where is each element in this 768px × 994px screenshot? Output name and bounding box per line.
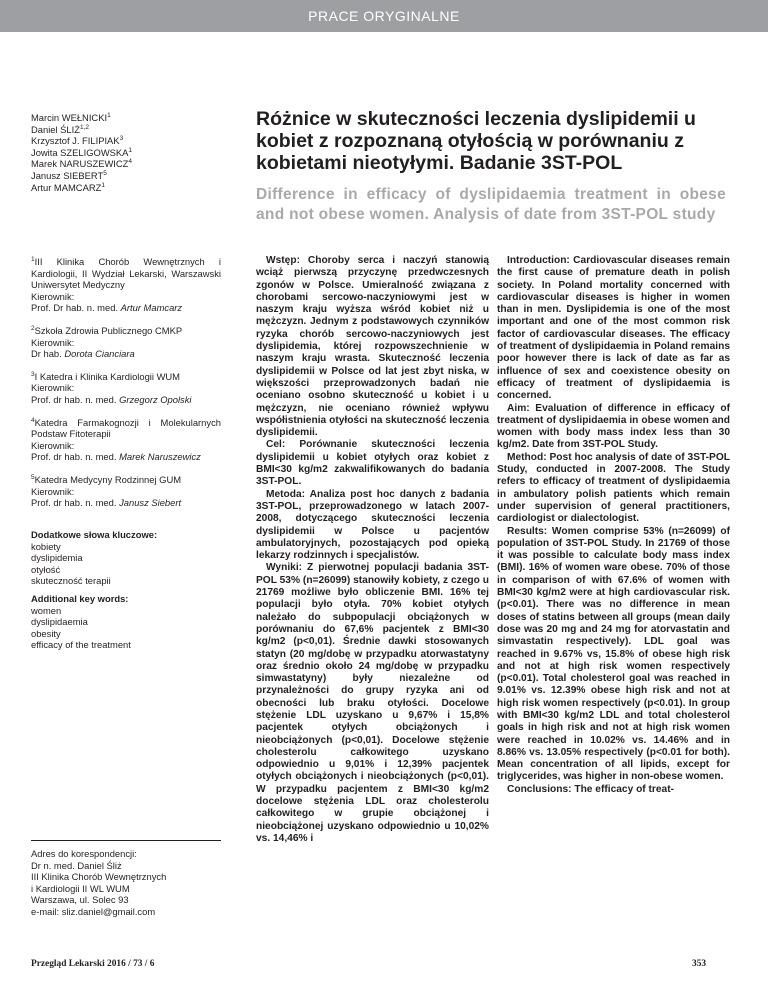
author-name: Janusz SIEBERT [31, 169, 104, 181]
author-name: Daniel ŚLIŻ [31, 123, 80, 135]
keyword: women [31, 604, 62, 616]
correspondence-address [31, 840, 221, 918]
affiliation-head-label: Kierownik: [31, 485, 75, 497]
correspondence-title: Adres do korespondencji: [31, 848, 137, 859]
author-name: Marcin WEŁNICKI [31, 112, 108, 123]
affiliation [31, 474, 221, 509]
head-name: Dorota Cianciara [64, 348, 135, 360]
author-name: Marek NARUSZEWICZ [31, 158, 129, 170]
author [31, 182, 221, 194]
author [31, 112, 221, 124]
author-name: Artur MAMCARZ [31, 181, 102, 193]
section-label: PRACE ORYGINALNE [308, 8, 460, 24]
abstract-paragraph: Conclusions: The efficacy of treat- [507, 783, 674, 795]
affiliation-number: 2 [31, 324, 35, 332]
affiliation-institution: $^3$I Katedra i Klinika Kardiologii WUM [31, 370, 180, 382]
author [31, 158, 221, 170]
correspondence-line: Dr n. med. Daniel Śliż [31, 859, 122, 871]
head-name: Grzegorz Opolski [119, 393, 192, 405]
author [31, 124, 221, 136]
affiliation-institution: $^4$Katedra Farmakognozji i Molekularnych Podstaw Fitoterapii [31, 416, 221, 440]
affiliation-head-label: Kierownik: [31, 382, 75, 394]
keywords-polish [31, 529, 221, 587]
affiliation-number: 1 [31, 255, 35, 263]
head-name: Marek Naruszewicz [119, 451, 201, 463]
affiliation-institution: $^1$III Klinika Chorób Wewnętrznych i Kardiologii, II Wydział Lekarski, Warszawski Uniwersytet Medyczny [31, 255, 221, 291]
author-sup: 1 [107, 111, 111, 119]
affiliation-head-label: Kierownik: [31, 336, 75, 348]
correspondence-email[interactable]: e-mail: sliz.daniel@gmail.com [31, 905, 156, 917]
affiliation [31, 256, 221, 314]
affiliation-institution: $^5$Katedra Medycyny Rodzinnej GUM [31, 473, 182, 485]
keyword: dyslipidaemia [31, 616, 88, 628]
author-sup: 3 [119, 135, 124, 143]
affiliation-number: 4 [31, 416, 35, 424]
affiliation-head: Dr hab. Dorota Cianciara [31, 348, 135, 360]
abstract-paragraph: Metoda: Analiza post hoc danych z badania 3ST-POL, przeprowadzonego w latach 2007-2008, dotyczącego skuteczności leczenia dyslipidemii w Polsce u pacjentów ambulatoryjnych, pozostających pod opieką lekarzy rodzinnych i specjalistów. [256, 488, 489, 562]
keyword: dyslipidemia [31, 552, 83, 564]
abstract-paragraph: Introduction: Cardiovascular diseases remain the first cause of premature death in polish society. In Poland mortality concerned with cardiovascular diseases is higher in women than in men. Dyslipidemia is one of the most important and one of the most common risk factor of cardiovascular diseases. The efficacy of treatment of dyslipidaemia in Poland remains poor however there is lack of date as far as influence of sex and coexistence obesity on efficacy of treatment of dyslipidaemia is concerned. [497, 255, 730, 402]
journal-footer: Przegląd Lekarski 2016 / 73 / 6 [31, 959, 155, 969]
author-sup: 1,2 [79, 123, 90, 131]
affiliation-institution: $^2$Szkoła Zdrowia Publicznego CMKP [31, 324, 183, 336]
affiliation [31, 325, 221, 360]
keyword: otyłość [31, 563, 61, 575]
author-name: Jowita SZELIGOWSKA [31, 146, 129, 158]
head-name: Artur Mamcarz [120, 302, 183, 314]
keyword: kobiety [31, 540, 61, 552]
abstract-paragraph: Wstęp: Choroby serca i naczyń stanowią wciąż pierwszą przyczynę przedwczesnych zgonów w Polsce. Umieralność związana z chorobami sercowo-naczyniowymi jest w naszym kraju wyższa wśród kobiet niż u mężczyzn. Jednym z podstawowych czynników ryzyka chorób sercowo-naczyniowych jest dyslipidemia, której rozpowszechnienie w naszym kraju wrasta. Skuteczność leczenia dyslipidemii w Polsce od lat jest zbyt niska, w większości przeprowadzonych badań nie oceniano osobno skuteczność u kobiet i u mężczyzn, nie oceniano również wpływu współistnienia otyłości na skuteczność leczenia dyslipidemii. [256, 255, 489, 439]
author [31, 170, 221, 182]
abstract-paragraph: Cel: Porównanie skuteczności leczenia dyslipidemii u kobiet otyłych oraz kobiet z BMI<30 kg/m2 zakwalifikowanych do badania 3ST-POL. [256, 439, 489, 488]
keyword: efficacy of the treatment [31, 639, 131, 651]
abstract-polish [256, 255, 489, 845]
keywords-title: Additional key words: [31, 593, 129, 604]
article-title-english: Difference in efficacy of dyslipidaemia treatment in obese and not obese women. Analysis of date from 3ST-POL study [256, 186, 726, 223]
author-sup: 4 [128, 158, 133, 166]
head-name: Janusz Siebert [119, 497, 182, 509]
author-name: Krzysztof J. FILIPIAK [31, 135, 120, 147]
author-sup: 1 [128, 146, 133, 154]
keyword: skuteczność terapii [31, 575, 111, 587]
author-list [31, 112, 221, 193]
affiliation-head: Prof. dr hab. n. med. Janusz Siebert [31, 497, 182, 509]
author-sup: 5 [103, 169, 107, 177]
affiliation-head: Prof. Dr hab. n. med. Artur Mamcarz [31, 302, 183, 314]
author [31, 147, 221, 159]
affiliation-number: 3 [31, 370, 35, 378]
affiliation-head: Prof. dr hab. n. med. Marek Naruszewicz [31, 451, 201, 463]
abstract-paragraph: Results: Women comprise 53% (n=26099) of population of 3ST-POL Study. In 21769 of those it was possible to calculate body mass index (BMI). 16% of women ware obese. 70% of those in comparison of with 67.6% of women with BMI<30 kg/m2 were at high cardiovascular risk. (p<0.01). There was no difference in mean doses of statins between all groups (mean daily dose was 20 mg and 24 mg for atorvastatin and simvastatin respectively). LDL goal was reached in 9.67% vs, 15.8% of obese high risk and not at high risk women respectively (p<0.01). Total cholesterol goal was reached in 9.01% vs. 12.39% obese high risk and not at high risk women respectively (p<0.01). In group with BMI<30 kg/m2 LDL and total cholesterol goals in high risk and not at high risk women were reached in 10.02% vs. 14.46% and in 8.86% vs. 13.05% respectively (p<0.01 for both). Mean concentration of all lipids, except for triglycerides, was higher in non-obese women. [497, 525, 730, 783]
correspondence-line: Warszawa, ul. Solec 93 [31, 894, 129, 906]
affiliation-head: Prof. dr hab. n. med. Grzegorz Opolski [31, 393, 192, 405]
keyword: obesity [31, 627, 61, 639]
affiliation-head-label: Kierownik: [31, 439, 75, 451]
affiliation [31, 417, 221, 463]
affiliation-number: 5 [31, 473, 35, 481]
article-title-polish: Różnice w skuteczności leczenia dyslipidemii u kobiet z rozpoznaną otyłością w porównaniu z kobietami nieotyłymi. Badanie 3ST-POL [256, 108, 696, 174]
correspondence-line: i Kardiologii II WL WUM [31, 882, 130, 894]
correspondence-line: III Klinika Chorób Wewnętrznych [31, 871, 167, 883]
author [31, 135, 221, 147]
author-sup: 1 [101, 181, 105, 189]
abstract-paragraph: Method: Post hoc analysis of date of 3ST-POL Study, conducted in 2007-2008. The Study refers to efficacy of treatment of dyslipidaemia in ambulatory polish patients which remain under supervision of general practitioners, cardiologist or dialectologist. [497, 451, 730, 525]
affiliation-list [31, 256, 221, 520]
affiliation [31, 371, 221, 406]
page-number: 353 [692, 959, 707, 969]
section-banner [0, 0, 768, 32]
keywords-english [31, 593, 221, 651]
affiliation-head-label: Kierownik: [31, 290, 75, 302]
keywords-title: Dodatkowe słowa kluczowe: [31, 529, 158, 540]
abstract-paragraph: Aim: Evaluation of difference in efficacy of treatment of dyslipidaemia in obese women and women with body mass index less than 30 kg/m2. Date from 3ST-POL Study. [497, 402, 730, 451]
abstract-paragraph: Wyniki: Z pierwotnej populacji badania 3ST-POL 53% (n=26099) stanowiły kobiety, z czego u 21769 możliwe było obliczenie BMI. 16% tej populacji było otyła. 70% kobiet otyłych należało do subpopulacji obciążonych w porównaniu do 67,6% pacjentek z BMI<30 kg/m2 (p<0,01). Średnie dawki stosowanych statyn (20 mg/dobę w przypadku atorwastatyny oraz średnio około 24 mg/dobę w przypadku simwastatyny) były niezależne od przynależności do grupy ryzyka ani od obecności lub braku otyłości. Docelowe stężenie LDL uzyskano u 9,67% i 15,8% pacjentek otyłych obciążonych i nieobciążonych (p<0,01). Docelowe stężenie cholesterolu całkowitego uzyskano odpowiednio u 9,01% i 12,39% pacjentek otyłych obciążonych i nieobciążonych (p<0,01). W przypadku pacjentem z BMI<30 kg/m2 docelowe stężenia LDL oraz cholesterolu całkowitego w grupie obciążonej i nieobciążonej uzyskano odpowiednio u 10,02% vs. 14,46% i [256, 562, 489, 844]
abstract-english [497, 255, 730, 796]
